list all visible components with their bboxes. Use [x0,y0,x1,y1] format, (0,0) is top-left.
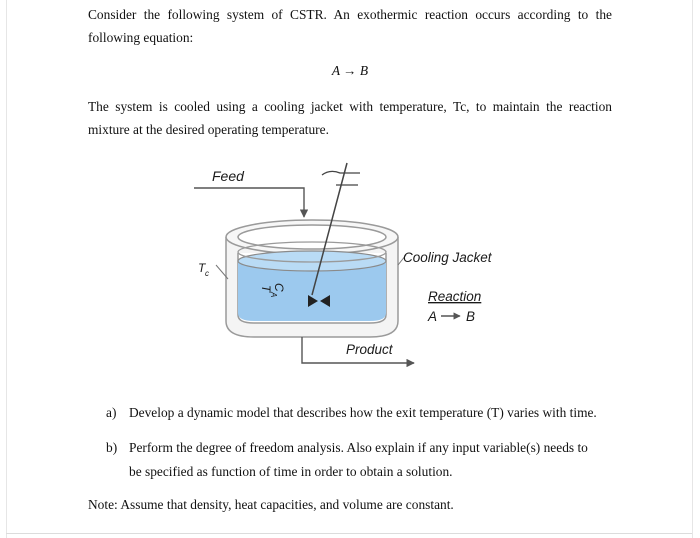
tc-label-sub: c [205,269,209,278]
intro-line-1: Consider the following system of CSTR. An exothermic reaction occurs according to the [88,7,612,22]
page-border-right [692,0,693,538]
question-b [106,436,588,459]
reaction-label-text: Reaction [428,289,482,304]
page-border-left [6,0,7,538]
question-a-text: Develop a dynamic model that describes how the exit temperature (T) varies with time. [129,405,597,420]
cstr-diagram [190,155,530,375]
question-b-marker: b) [106,440,118,455]
note: Note: Assume that density, heat capacities, and volume are constant. [88,497,454,512]
feed-stream [194,188,304,217]
tc-label-main: T [198,261,206,275]
intro-paragraph [88,3,612,49]
cooling-line-1: The system is cooled using a cooling jacket with temperature, Tc, to maintain the reaction [88,99,612,114]
reaction-equation: A → B [331,63,369,78]
intro-line-2: following equation: [88,30,194,45]
reactor-vessel [238,242,386,323]
feed-label: Feed [212,168,244,184]
question-a [106,401,597,424]
ca-label-sub: A [269,292,278,298]
question-b-line-1: Perform the degree of freedom analysis. Also explain if any input variable(s) needs to [129,440,588,455]
cooling-paragraph [88,95,612,141]
page-border-bottom [6,533,692,534]
reaction-eq-a: A [428,309,438,324]
ca-label-main: C [272,283,286,292]
t-label: T [259,285,273,293]
cooling-line-2: mixture at the desired operating temperature. [88,122,329,137]
question-a-marker: a) [106,405,117,420]
reaction-eq-b: B [466,309,476,324]
question-b-continuation [129,460,453,483]
cooling-jacket-label: Cooling Jacket [403,250,492,265]
question-b-line-2: be specified as function of time in order to obtain a solution. [129,464,453,479]
reaction-label [427,289,481,324]
product-label: Product [346,342,393,357]
tc-label [198,261,209,278]
